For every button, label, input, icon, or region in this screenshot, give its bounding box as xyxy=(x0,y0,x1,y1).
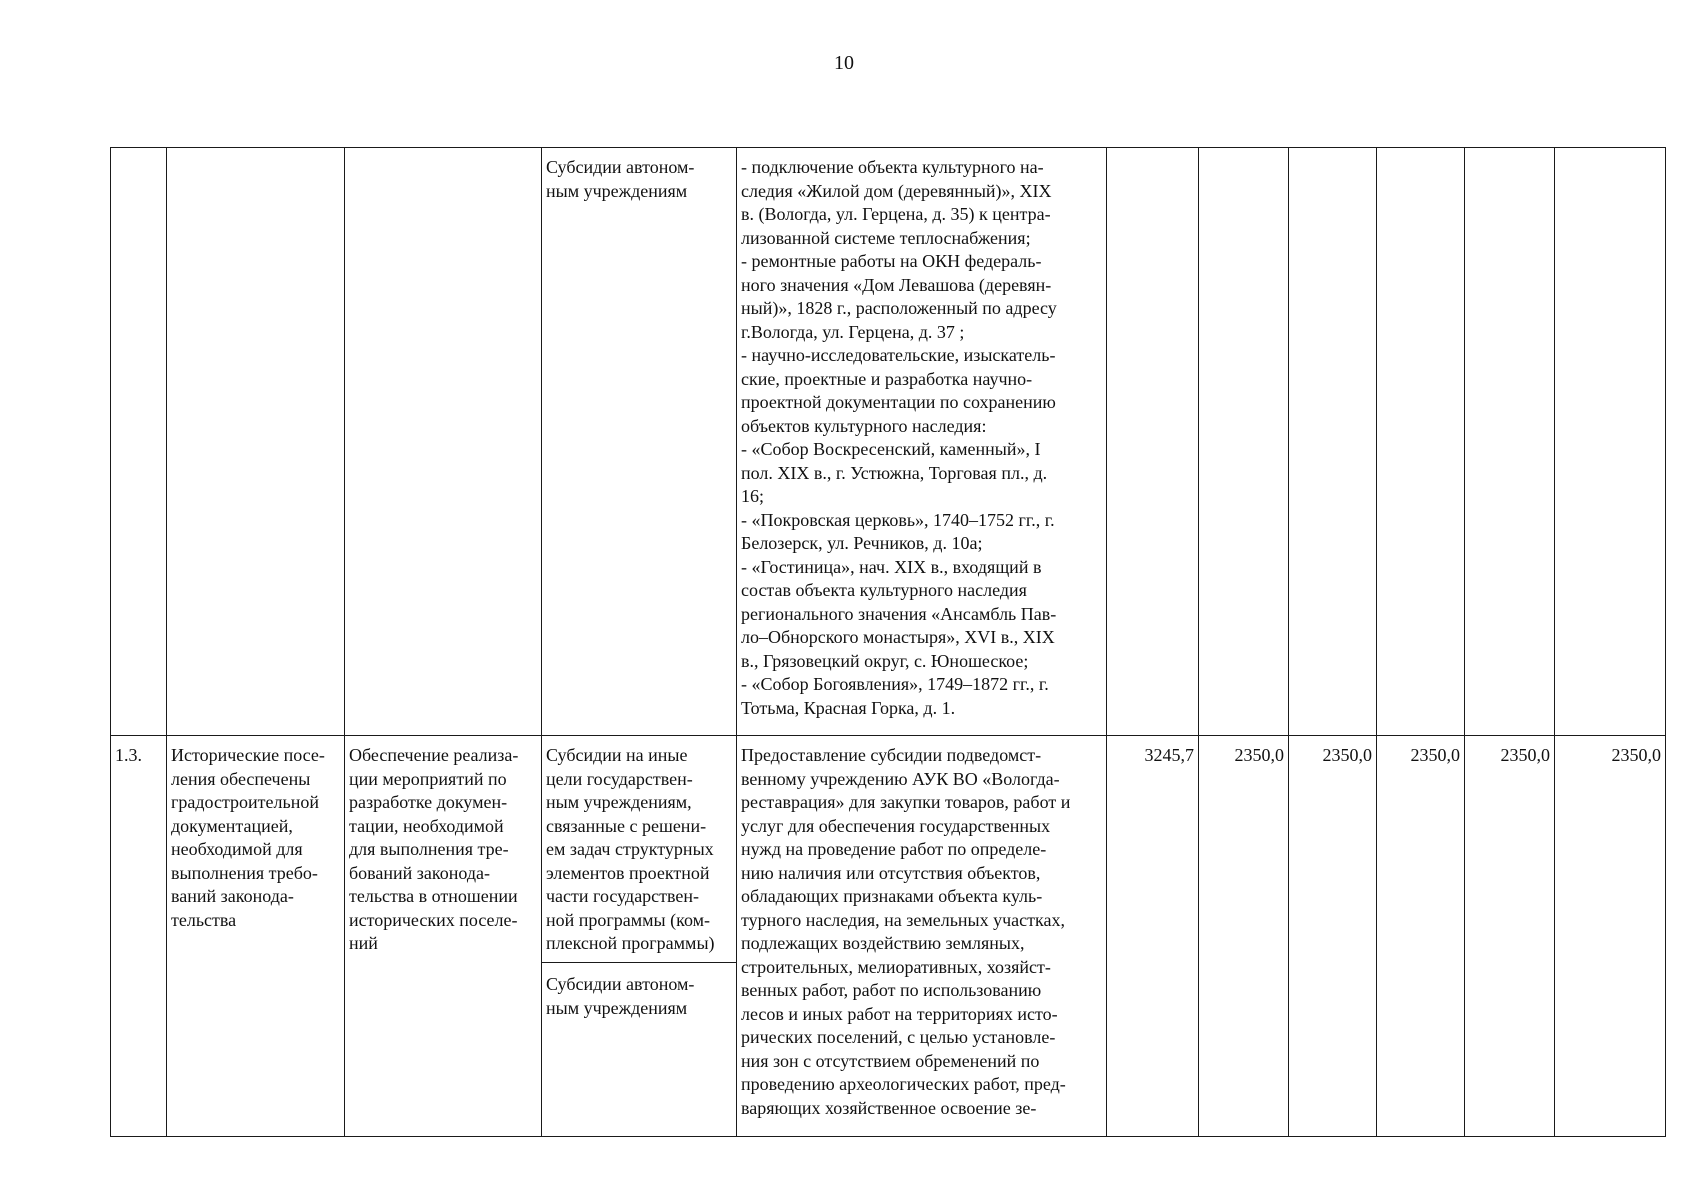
cell-description xyxy=(737,736,1107,1137)
program-table xyxy=(110,147,1666,1137)
funding-type-autonomous: Субсидии автоном- ным учреждениям xyxy=(546,974,695,1018)
cell-value xyxy=(1289,148,1377,736)
cell-activity xyxy=(345,736,542,1137)
cell-value: 2350,0 xyxy=(1465,736,1555,1137)
cell-value: 2350,0 xyxy=(1377,736,1465,1137)
cell-value: 2350,0 xyxy=(1289,736,1377,1137)
cell-description xyxy=(737,148,1107,736)
description-text: - подключение объекта культурного на- следия «Жилой дом (деревянный)», XIX в. (Вологда, ул. Герцена, д. 35) к центра- лизованной системе теплоснабжения; - ремонтные работы на ОКН федераль- ного значения «Дом Левашова (деревян- ный)», 1828 г., расположенный по адресу г.Вологда, ул. Герцена, д. 37 ; - научно-исследовательские, изыскатель- ские, проектные и разработка научно- проектной документации по сохранению объектов культурного наследия: - «Собор Воскресенский, каменный», I пол. XIX в., г. Устюжна, Торговая пл., д. 16; - «Покровская церковь», 1740–1752 гг., г. Белозерск, ул. Речников, д. 10а; - «Гостиница», нач. XIX в., входящий в состав объекта культурного наследия регионального значения «Ансамбль Пав- ло–Обнорского монастыря», XVI в., XIX в., Грязовецкий округ, с. Юношеское; - «Собор Богоявления», 1749–1872 гг., г. Тотьма, Красная Горка, д. 1. xyxy=(741,157,1057,718)
description-text: Предоставление субсидии подведомст- венному учреждению АУК ВО «Вологда- реставрация» для закупки товаров, работ и услуг для обеспечения государственных нужд на проведение работ по определе- нию наличия или отсутствия объектов, обладающих признаками объекта куль- турного наследия, на земельных участках, подлежащих воздействию земляных, строительных, мелиоративных, хозяйст- венных работ, работ по использованию лесов и иных работ на территориях исто- рических поселений, с целью установле- ния зон с отсутствием обременений по проведению археологических работ, пред- варяющих хозяйственное освоение зе- xyxy=(741,745,1071,1118)
table-row xyxy=(111,148,1666,736)
cell-value: 2350,0 xyxy=(1199,736,1289,1137)
cell-number: 1.3. xyxy=(111,736,167,1137)
cell-value xyxy=(1199,148,1289,736)
cell-result xyxy=(167,736,345,1137)
page-number: 10 xyxy=(834,52,854,74)
cell-funding-type xyxy=(542,736,737,1137)
funding-type-other-purposes: Субсидии на иные цели государствен- ным учреждениям, связанные с решени- ем задач структурных элементов проектной части государствен- ной программы (ком- плексной программы) xyxy=(542,744,736,963)
cell-value xyxy=(1555,148,1666,736)
cell-value xyxy=(1377,148,1465,736)
cell-value: 3245,7 xyxy=(1107,736,1199,1137)
result-text: Исторические посе- ления обеспечены градостроительной документацией, необходимой для выполнения требо- ваний законода- тельства xyxy=(171,745,325,930)
cell-value xyxy=(1107,148,1199,736)
cell-number xyxy=(111,148,167,736)
cell-activity xyxy=(345,148,542,736)
cell-value: 2350,0 xyxy=(1555,736,1666,1137)
cell-funding-type xyxy=(542,148,737,736)
cell-result xyxy=(167,148,345,736)
table-row xyxy=(111,736,1666,1137)
funding-type-text: Субсидии автоном- ным учреждениям xyxy=(546,157,695,201)
activity-text: Обеспечение реализа- ции мероприятий по разработке докумен- тации, необходимой для выполнения тре- бований законода- тельства в отношении исторических поселе- ний xyxy=(349,745,519,953)
cell-value xyxy=(1465,148,1555,736)
